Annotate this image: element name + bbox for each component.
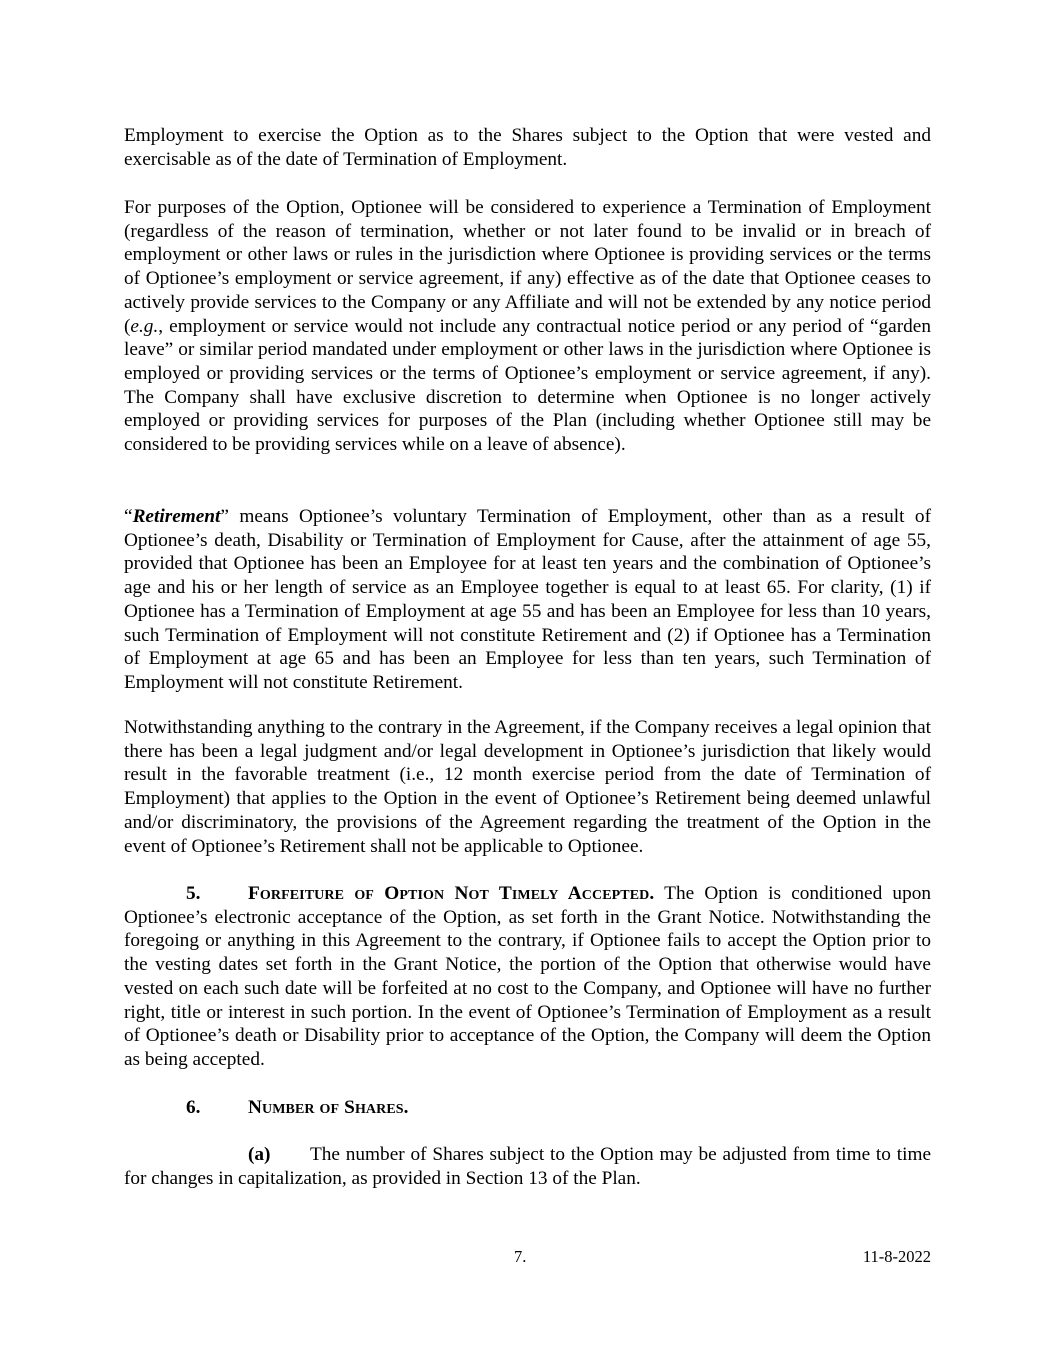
section-6a	[124, 1143, 931, 1190]
section-number: 5.	[186, 883, 201, 904]
footer-date: 11-8-2022	[862, 1247, 931, 1266]
subsection-label: (a)	[248, 1144, 271, 1165]
section-heading: Forfeiture of Option Not Timely Accepted.	[248, 883, 655, 904]
open-quote: “	[124, 506, 133, 527]
paragraph-termination-definition	[124, 196, 931, 457]
section-body: The Option is conditioned upon Optionee’s electronic acceptance of the Option, as set forth in the Grant Notice. Notwithstanding the foregoing or anything in this Agreement to the contrary, if Optionee fails to accept the Option prior to the vesting dates set forth in the Grant Notice, the portion of the Option that otherwise would have vested on each such date will be forfeited at no cost to the Company, and Optionee will have no further right, title or interest in such portion. In the event of Optionee’s Termination of Employment as a result of Optionee’s death or Disability prior to acceptance of the Option, the Company will deem the Option as being accepted.	[124, 883, 931, 1070]
page-number: 7.	[514, 1247, 527, 1266]
paragraph-text: For purposes of the Option, Optionee will be considered to experience a Termination of Employment (regardless of the reason of termination, whether or not later found to be invalid or in breach of employment or other laws or rules in the jurisdiction where Optionee is providing services or the terms of Optionee’s employment or service agreement, if any) effective as of the date that Optionee ceases to actively provide services to the Company or any Affiliate and will not be extended by any notice period (	[124, 197, 931, 337]
paragraph-text: ” means Optionee’s voluntary Termination of Employment, other than as a result of Optionee’s death, Disability or Termination of Employment for Cause, after the attainment of age 55, provided that Optionee has been an Employee for at least ten years and the combination of Optionee’s age and his or her length of service as an Employee together is equal to at least 65. For clarity, (1) if Optionee has a Termination of Employment at age 55 and has been an Employee for less than 10 years, such Termination of Employment will not constitute Retirement and (2) if Optionee has a Termination of Employment at age 65 and has been an Employee for less than ten years, such Termination of Employment will not constitute Retirement.	[124, 506, 931, 693]
emphasis-eg: e.g.	[130, 315, 159, 337]
paragraph-notwithstanding	[124, 716, 931, 858]
paragraph-text: , employment or service would not include any contractual notice period or any period of “garden leave” or similar period mandated under employment or other laws in the jurisdiction where Optionee is employed or providing services or the terms of Optionee’s employment or service agreement, if any). The Company shall have exclusive discretion to determine when Optionee is no longer actively employed or providing services for purposes of the Plan (including whether Optionee still may be considered to be providing services while on a leave of absence).	[124, 315, 931, 456]
section-heading: Number of Shares.	[248, 1097, 409, 1118]
section-6	[124, 1096, 931, 1120]
paragraph-employment-exercise	[124, 124, 931, 171]
section-number: 6.	[186, 1097, 201, 1118]
paragraph-text: Employment to exercise the Option as to the Shares subject to the Option that were vested and exercisable as of the date of Termination of Employment.	[124, 125, 931, 170]
paragraph-text: Notwithstanding anything to the contrary in the Agreement, if the Company receives a legal opinion that there has been a legal judgment and/or legal development in Optionee’s jurisdiction that likely would result in the favorable treatment (i.e., 12 month exercise period from the date of Termination of Employment) that applies to the Option in the event of Optionee’s Retirement being deemed unlawful and/or discriminatory, the provisions of the Agreement regarding the treatment of the Option in the event of Optionee’s Retirement shall not be applicable to Optionee.	[124, 717, 931, 857]
subsection-body: The number of Shares subject to the Option may be adjusted from time to time for changes in capitalization, as provided in Section 13 of the Plan.	[124, 1144, 931, 1189]
defined-term-retirement: Retirement	[132, 506, 221, 527]
section-5	[124, 882, 931, 1072]
paragraph-retirement-definition	[124, 505, 931, 695]
